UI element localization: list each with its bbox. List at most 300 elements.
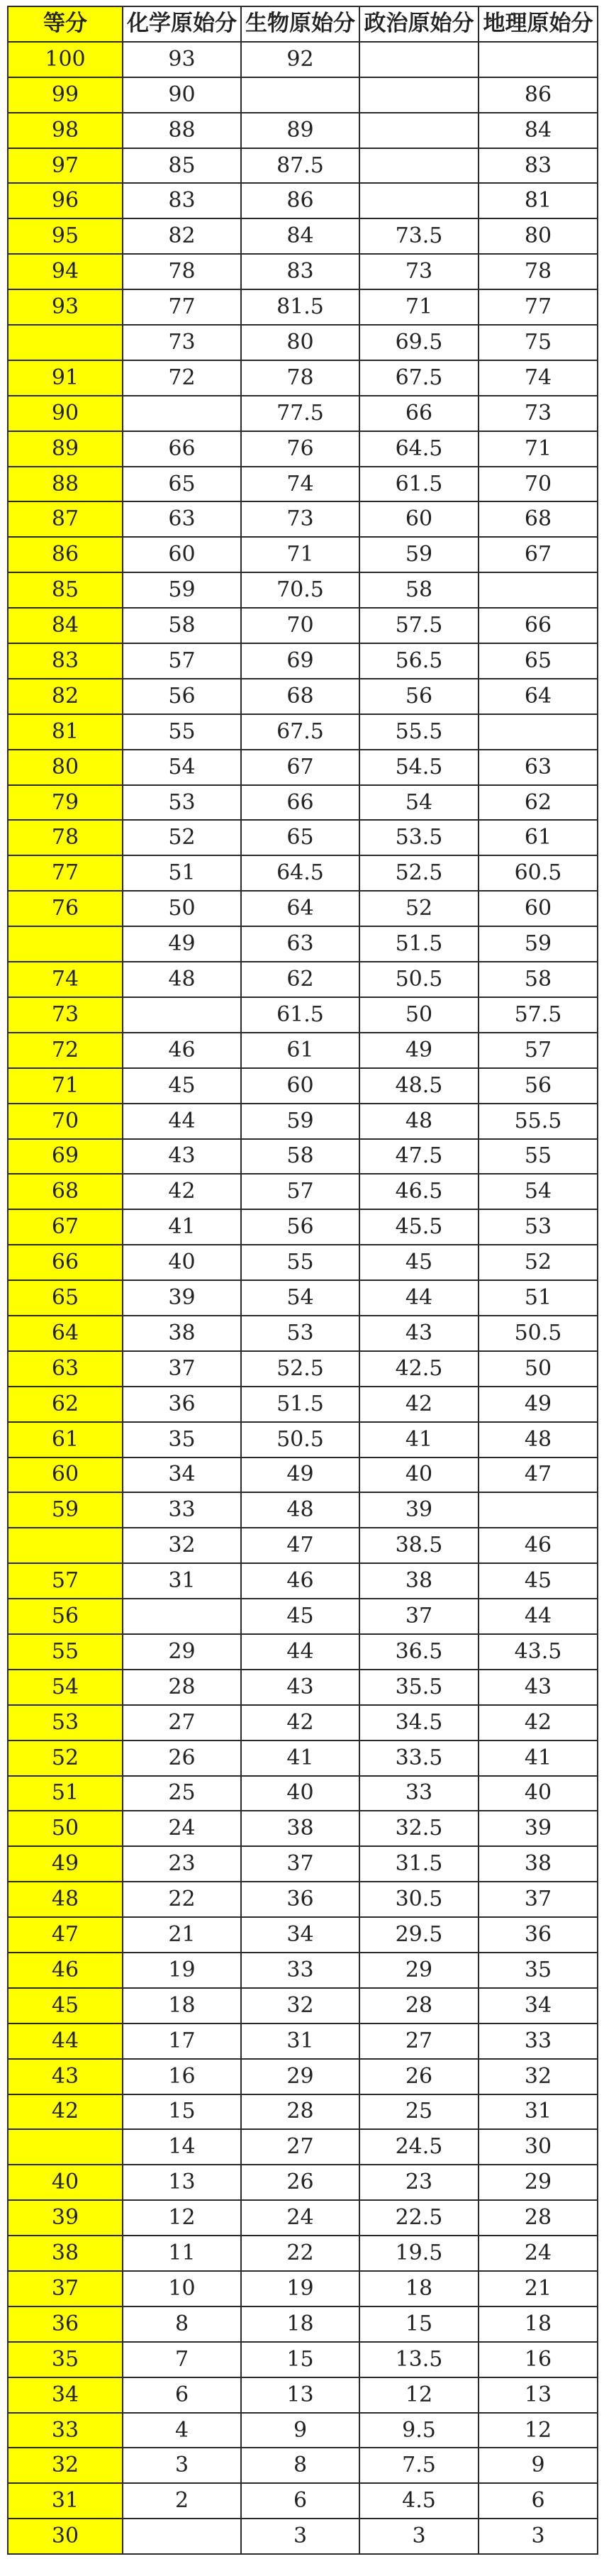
politics-raw-cell — [359, 113, 479, 148]
geography-raw-cell: 30 — [479, 2129, 598, 2165]
biology-raw-cell: 8 — [241, 2448, 359, 2483]
geography-raw-cell: 74 — [479, 360, 598, 396]
chemistry-raw-cell: 19 — [123, 1953, 241, 1988]
converted-score-cell: 59 — [8, 1492, 123, 1528]
geography-raw-cell: 34 — [479, 1988, 598, 2023]
geography-raw-cell: 43 — [479, 1670, 598, 1705]
geography-raw-cell: 39 — [479, 1811, 598, 1846]
biology-raw-cell: 63 — [241, 926, 359, 962]
geography-raw-cell: 37 — [479, 1882, 598, 1917]
politics-raw-cell: 4.5 — [359, 2483, 479, 2519]
politics-raw-cell: 44 — [359, 1280, 479, 1316]
biology-raw-cell: 76 — [241, 431, 359, 467]
geography-raw-cell: 53 — [479, 1209, 598, 1245]
geography-raw-cell: 83 — [479, 148, 598, 184]
politics-raw-cell: 39 — [359, 1492, 479, 1528]
geography-raw-cell: 48 — [479, 1422, 598, 1458]
politics-raw-cell: 35.5 — [359, 1670, 479, 1705]
table-row — [8, 1599, 598, 1634]
chemistry-raw-cell: 25 — [123, 1776, 241, 1811]
converted-score-cell: 70 — [8, 1104, 123, 1139]
geography-raw-cell: 24 — [479, 2236, 598, 2271]
chemistry-raw-cell: 12 — [123, 2200, 241, 2236]
chemistry-raw-cell: 49 — [123, 926, 241, 962]
chemistry-raw-cell — [123, 1599, 241, 1634]
converted-score-cell: 37 — [8, 2271, 123, 2306]
geography-raw-cell: 67 — [479, 537, 598, 572]
table-row — [8, 1705, 598, 1741]
chemistry-raw-cell: 7 — [123, 2342, 241, 2377]
geography-raw-cell: 64 — [479, 679, 598, 714]
chemistry-raw-cell: 52 — [123, 820, 241, 855]
geography-raw-cell: 58 — [479, 962, 598, 997]
table-row — [8, 1316, 598, 1351]
geography-raw-cell: 86 — [479, 77, 598, 113]
converted-score-cell: 98 — [8, 113, 123, 148]
chemistry-raw-cell: 2 — [123, 2483, 241, 2519]
converted-score-cell: 53 — [8, 1705, 123, 1741]
politics-raw-cell: 37 — [359, 1599, 479, 1634]
table-row — [8, 2342, 598, 2377]
politics-raw-cell — [359, 183, 479, 218]
politics-raw-cell: 18 — [359, 2271, 479, 2306]
converted-score-cell: 96 — [8, 183, 123, 218]
biology-raw-cell: 49 — [241, 1458, 359, 1493]
table-row — [8, 1953, 598, 1988]
table-row — [8, 2236, 598, 2271]
chemistry-raw-cell: 41 — [123, 1209, 241, 1245]
biology-raw-cell: 53 — [241, 1316, 359, 1351]
politics-raw-cell: 54.5 — [359, 750, 479, 785]
geography-raw-cell: 50.5 — [479, 1316, 598, 1351]
chemistry-raw-cell: 60 — [123, 537, 241, 572]
chemistry-raw-cell: 39 — [123, 1280, 241, 1316]
politics-raw-cell: 33 — [359, 1776, 479, 1811]
biology-raw-cell: 89 — [241, 113, 359, 148]
geography-raw-cell: 44 — [479, 1599, 598, 1634]
converted-score-cell: 85 — [8, 572, 123, 608]
politics-raw-cell: 38.5 — [359, 1528, 479, 1563]
geography-raw-cell: 49 — [479, 1387, 598, 1422]
chemistry-raw-cell: 8 — [123, 2306, 241, 2342]
biology-raw-cell: 50.5 — [241, 1422, 359, 1458]
converted-score-cell: 35 — [8, 2342, 123, 2377]
politics-raw-cell: 23 — [359, 2165, 479, 2200]
table-row — [8, 2448, 598, 2483]
converted-score-cell: 82 — [8, 679, 123, 714]
converted-score-cell: 46 — [8, 1953, 123, 1988]
table-row — [8, 785, 598, 821]
geography-raw-cell: 60 — [479, 891, 598, 926]
biology-raw-cell: 60 — [241, 1068, 359, 1104]
biology-raw-cell: 9 — [241, 2413, 359, 2448]
chemistry-raw-cell: 77 — [123, 289, 241, 325]
header-politics-raw: 政治原始分 — [359, 6, 479, 42]
geography-raw-cell: 65 — [479, 643, 598, 679]
table-row — [8, 855, 598, 891]
politics-raw-cell: 48.5 — [359, 1068, 479, 1104]
table-row — [8, 360, 598, 396]
chemistry-raw-cell: 72 — [123, 360, 241, 396]
geography-raw-cell: 45 — [479, 1563, 598, 1599]
biology-raw-cell: 36 — [241, 1882, 359, 1917]
converted-score-cell: 86 — [8, 537, 123, 572]
converted-score-cell: 97 — [8, 148, 123, 184]
table-row — [8, 1917, 598, 1953]
biology-raw-cell: 61 — [241, 1033, 359, 1068]
converted-score-cell: 52 — [8, 1741, 123, 1776]
geography-raw-cell: 9 — [479, 2448, 598, 2483]
table-row — [8, 572, 598, 608]
politics-raw-cell: 40 — [359, 1458, 479, 1493]
converted-score-cell: 68 — [8, 1174, 123, 1209]
chemistry-raw-cell: 24 — [123, 1811, 241, 1846]
chemistry-raw-cell: 53 — [123, 785, 241, 821]
converted-score-cell: 71 — [8, 1068, 123, 1104]
politics-raw-cell: 32.5 — [359, 1811, 479, 1846]
geography-raw-cell: 28 — [479, 2200, 598, 2236]
table-row — [8, 2306, 598, 2342]
politics-raw-cell: 61.5 — [359, 467, 479, 502]
biology-raw-cell: 86 — [241, 183, 359, 218]
geography-raw-cell: 68 — [479, 501, 598, 537]
geography-raw-cell: 21 — [479, 2271, 598, 2306]
table-body — [8, 42, 598, 2554]
converted-score-cell: 91 — [8, 360, 123, 396]
table-row — [8, 1104, 598, 1139]
biology-raw-cell: 81.5 — [241, 289, 359, 325]
converted-score-cell: 87 — [8, 501, 123, 537]
politics-raw-cell: 45 — [359, 1245, 479, 1280]
biology-raw-cell: 15 — [241, 2342, 359, 2377]
chemistry-raw-cell: 58 — [123, 608, 241, 643]
politics-raw-cell: 26 — [359, 2059, 479, 2094]
biology-raw-cell: 24 — [241, 2200, 359, 2236]
converted-score-cell: 69 — [8, 1139, 123, 1175]
table-row — [8, 1634, 598, 1670]
chemistry-raw-cell — [123, 2519, 241, 2554]
table-row — [8, 218, 598, 254]
converted-score-cell: 89 — [8, 431, 123, 467]
converted-score-cell: 99 — [8, 77, 123, 113]
chemistry-raw-cell: 54 — [123, 750, 241, 785]
politics-raw-cell: 27 — [359, 2023, 479, 2059]
geography-raw-cell: 55.5 — [479, 1104, 598, 1139]
chemistry-raw-cell: 36 — [123, 1387, 241, 1422]
geography-raw-cell: 51 — [479, 1280, 598, 1316]
table-row — [8, 1280, 598, 1316]
converted-score-cell: 94 — [8, 254, 123, 289]
biology-raw-cell: 66 — [241, 785, 359, 821]
chemistry-raw-cell: 34 — [123, 1458, 241, 1493]
converted-score-cell: 36 — [8, 2306, 123, 2342]
chemistry-raw-cell: 17 — [123, 2023, 241, 2059]
converted-score-cell: 76 — [8, 891, 123, 926]
chemistry-raw-cell: 10 — [123, 2271, 241, 2306]
biology-raw-cell: 31 — [241, 2023, 359, 2059]
geography-raw-cell: 38 — [479, 1846, 598, 1882]
chemistry-raw-cell: 14 — [123, 2129, 241, 2165]
table-row — [8, 42, 598, 77]
converted-score-cell: 31 — [8, 2483, 123, 2519]
table-row — [8, 2377, 598, 2413]
chemistry-raw-cell: 4 — [123, 2413, 241, 2448]
politics-raw-cell: 34.5 — [359, 1705, 479, 1741]
table-row — [8, 2271, 598, 2306]
table-row — [8, 1033, 598, 1068]
politics-raw-cell: 56.5 — [359, 643, 479, 679]
biology-raw-cell: 59 — [241, 1104, 359, 1139]
table-row — [8, 2023, 598, 2059]
biology-raw-cell: 51.5 — [241, 1387, 359, 1422]
geography-raw-cell: 36 — [479, 1917, 598, 1953]
header-converted-score: 等分 — [8, 6, 123, 42]
converted-score-cell: 57 — [8, 1563, 123, 1599]
converted-score-cell — [8, 325, 123, 360]
chemistry-raw-cell — [123, 997, 241, 1033]
converted-score-cell: 45 — [8, 1988, 123, 2023]
biology-raw-cell: 26 — [241, 2165, 359, 2200]
chemistry-raw-cell: 22 — [123, 1882, 241, 1917]
biology-raw-cell: 57 — [241, 1174, 359, 1209]
biology-raw-cell: 73 — [241, 501, 359, 537]
converted-score-cell: 60 — [8, 1458, 123, 1493]
politics-raw-cell: 57.5 — [359, 608, 479, 643]
table-row — [8, 2519, 598, 2554]
converted-score-cell: 79 — [8, 785, 123, 821]
table-row — [8, 643, 598, 679]
converted-score-cell: 67 — [8, 1209, 123, 1245]
table-row — [8, 537, 598, 572]
chemistry-raw-cell: 82 — [123, 218, 241, 254]
chemistry-raw-cell: 88 — [123, 113, 241, 148]
chemistry-raw-cell: 33 — [123, 1492, 241, 1528]
table-row — [8, 1245, 598, 1280]
geography-raw-cell: 75 — [479, 325, 598, 360]
politics-raw-cell: 49 — [359, 1033, 479, 1068]
header-geography-raw: 地理原始分 — [479, 6, 598, 42]
table-row — [8, 820, 598, 855]
geography-raw-cell: 52 — [479, 1245, 598, 1280]
politics-raw-cell: 52 — [359, 891, 479, 926]
biology-raw-cell: 44 — [241, 1634, 359, 1670]
table-row — [8, 467, 598, 502]
table-row — [8, 2413, 598, 2448]
politics-raw-cell: 52.5 — [359, 855, 479, 891]
politics-raw-cell: 46.5 — [359, 1174, 479, 1209]
politics-raw-cell: 56 — [359, 679, 479, 714]
chemistry-raw-cell: 51 — [123, 855, 241, 891]
header-biology-raw: 生物原始分 — [241, 6, 359, 42]
chemistry-raw-cell: 44 — [123, 1104, 241, 1139]
biology-raw-cell: 28 — [241, 2094, 359, 2130]
chemistry-raw-cell: 90 — [123, 77, 241, 113]
table-row — [8, 1670, 598, 1705]
politics-raw-cell: 54 — [359, 785, 479, 821]
converted-score-cell: 80 — [8, 750, 123, 785]
table-row — [8, 1458, 598, 1493]
politics-raw-cell: 45.5 — [359, 1209, 479, 1245]
table-row — [8, 2200, 598, 2236]
chemistry-raw-cell: 65 — [123, 467, 241, 502]
table-row — [8, 2483, 598, 2519]
table-row — [8, 113, 598, 148]
table-row — [8, 1422, 598, 1458]
geography-raw-cell: 84 — [479, 113, 598, 148]
chemistry-raw-cell: 13 — [123, 2165, 241, 2200]
chemistry-raw-cell: 6 — [123, 2377, 241, 2413]
table-row — [8, 1139, 598, 1175]
politics-raw-cell: 59 — [359, 537, 479, 572]
chemistry-raw-cell: 40 — [123, 1245, 241, 1280]
chemistry-raw-cell: 73 — [123, 325, 241, 360]
politics-raw-cell: 73 — [359, 254, 479, 289]
converted-score-cell: 77 — [8, 855, 123, 891]
biology-raw-cell: 64.5 — [241, 855, 359, 891]
converted-score-cell: 64 — [8, 1316, 123, 1351]
biology-raw-cell: 55 — [241, 1245, 359, 1280]
politics-raw-cell: 22.5 — [359, 2200, 479, 2236]
biology-raw-cell: 45 — [241, 1599, 359, 1634]
politics-raw-cell: 42 — [359, 1387, 479, 1422]
chemistry-raw-cell: 48 — [123, 962, 241, 997]
politics-raw-cell: 25 — [359, 2094, 479, 2130]
biology-raw-cell: 19 — [241, 2271, 359, 2306]
geography-raw-cell: 3 — [479, 2519, 598, 2554]
converted-score-cell: 34 — [8, 2377, 123, 2413]
politics-raw-cell: 19.5 — [359, 2236, 479, 2271]
geography-raw-cell: 13 — [479, 2377, 598, 2413]
geography-raw-cell: 47 — [479, 1458, 598, 1493]
table-row — [8, 1528, 598, 1563]
chemistry-raw-cell: 26 — [123, 1741, 241, 1776]
biology-raw-cell: 54 — [241, 1280, 359, 1316]
chemistry-raw-cell: 46 — [123, 1033, 241, 1068]
politics-raw-cell: 24.5 — [359, 2129, 479, 2165]
score-conversion-table — [7, 6, 598, 2555]
chemistry-raw-cell: 66 — [123, 431, 241, 467]
converted-score-cell: 61 — [8, 1422, 123, 1458]
geography-raw-cell: 59 — [479, 926, 598, 962]
biology-raw-cell: 71 — [241, 537, 359, 572]
politics-raw-cell: 36.5 — [359, 1634, 479, 1670]
politics-raw-cell: 43 — [359, 1316, 479, 1351]
geography-raw-cell: 50 — [479, 1351, 598, 1387]
politics-raw-cell: 30.5 — [359, 1882, 479, 1917]
converted-score-cell: 62 — [8, 1387, 123, 1422]
chemistry-raw-cell: 21 — [123, 1917, 241, 1953]
geography-raw-cell: 57 — [479, 1033, 598, 1068]
geography-raw-cell: 16 — [479, 2342, 598, 2377]
chemistry-raw-cell: 50 — [123, 891, 241, 926]
chemistry-raw-cell: 63 — [123, 501, 241, 537]
table-row — [8, 1174, 598, 1209]
biology-raw-cell: 32 — [241, 1988, 359, 2023]
converted-score-cell: 73 — [8, 997, 123, 1033]
politics-raw-cell: 66 — [359, 396, 479, 431]
table-row — [8, 1563, 598, 1599]
biology-raw-cell: 34 — [241, 1917, 359, 1953]
chemistry-raw-cell: 42 — [123, 1174, 241, 1209]
chemistry-raw-cell — [123, 396, 241, 431]
geography-raw-cell: 43.5 — [479, 1634, 598, 1670]
converted-score-cell: 81 — [8, 714, 123, 750]
converted-score-cell: 38 — [8, 2236, 123, 2271]
geography-raw-cell: 70 — [479, 467, 598, 502]
chemistry-raw-cell: 3 — [123, 2448, 241, 2483]
table-row — [8, 1882, 598, 1917]
converted-score-cell: 72 — [8, 1033, 123, 1068]
politics-raw-cell: 69.5 — [359, 325, 479, 360]
chemistry-raw-cell: 57 — [123, 643, 241, 679]
geography-raw-cell — [479, 572, 598, 608]
chemistry-raw-cell: 31 — [123, 1563, 241, 1599]
converted-score-cell: 95 — [8, 218, 123, 254]
politics-raw-cell: 48 — [359, 1104, 479, 1139]
geography-raw-cell: 63 — [479, 750, 598, 785]
table-row — [8, 926, 598, 962]
geography-raw-cell: 46 — [479, 1528, 598, 1563]
chemistry-raw-cell: 43 — [123, 1139, 241, 1175]
politics-raw-cell — [359, 77, 479, 113]
geography-raw-cell — [479, 1492, 598, 1528]
converted-score-cell — [8, 2129, 123, 2165]
converted-score-cell: 54 — [8, 1670, 123, 1705]
converted-score-cell: 65 — [8, 1280, 123, 1316]
chemistry-raw-cell: 18 — [123, 1988, 241, 2023]
biology-raw-cell: 58 — [241, 1139, 359, 1175]
geography-raw-cell: 29 — [479, 2165, 598, 2200]
chemistry-raw-cell: 93 — [123, 42, 241, 77]
politics-raw-cell: 50.5 — [359, 962, 479, 997]
chemistry-raw-cell: 27 — [123, 1705, 241, 1741]
biology-raw-cell: 42 — [241, 1705, 359, 1741]
table-row — [8, 2129, 598, 2165]
table-row — [8, 2165, 598, 2200]
geography-raw-cell: 54 — [479, 1174, 598, 1209]
biology-raw-cell: 48 — [241, 1492, 359, 1528]
table-row — [8, 289, 598, 325]
biology-raw-cell: 68 — [241, 679, 359, 714]
converted-score-cell: 30 — [8, 2519, 123, 2554]
converted-score-cell: 66 — [8, 1245, 123, 1280]
table-row — [8, 1068, 598, 1104]
table-row — [8, 148, 598, 184]
converted-score-cell: 42 — [8, 2094, 123, 2130]
table-row — [8, 1351, 598, 1387]
politics-raw-cell: 67.5 — [359, 360, 479, 396]
biology-raw-cell: 67 — [241, 750, 359, 785]
chemistry-raw-cell: 32 — [123, 1528, 241, 1563]
converted-score-cell: 90 — [8, 396, 123, 431]
biology-raw-cell: 77.5 — [241, 396, 359, 431]
biology-raw-cell: 83 — [241, 254, 359, 289]
geography-raw-cell: 31 — [479, 2094, 598, 2130]
geography-raw-cell: 32 — [479, 2059, 598, 2094]
biology-raw-cell: 22 — [241, 2236, 359, 2271]
biology-raw-cell: 43 — [241, 1670, 359, 1705]
table-row — [8, 1776, 598, 1811]
politics-raw-cell: 15 — [359, 2306, 479, 2342]
biology-raw-cell: 27 — [241, 2129, 359, 2165]
biology-raw-cell: 62 — [241, 962, 359, 997]
converted-score-cell: 84 — [8, 608, 123, 643]
politics-raw-cell: 51.5 — [359, 926, 479, 962]
chemistry-raw-cell: 59 — [123, 572, 241, 608]
converted-score-cell — [8, 926, 123, 962]
biology-raw-cell: 74 — [241, 467, 359, 502]
biology-raw-cell: 40 — [241, 1776, 359, 1811]
